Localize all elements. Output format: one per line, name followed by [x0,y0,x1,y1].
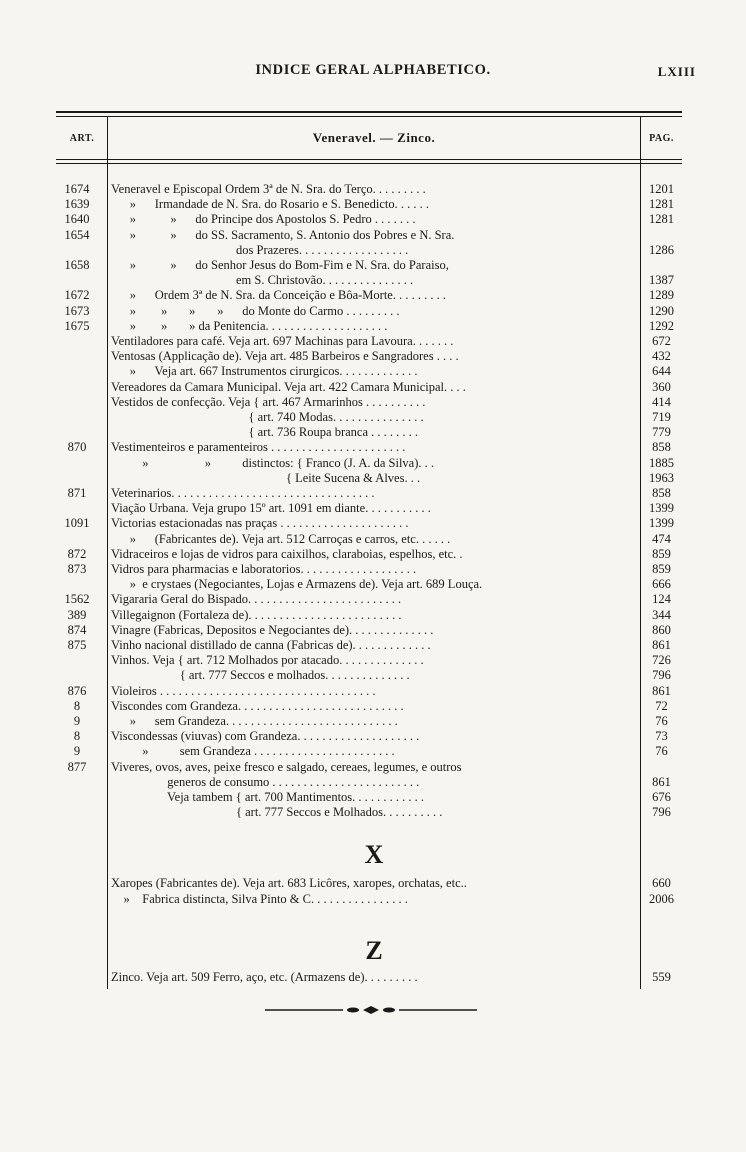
index-entry [0,729,746,743]
entry-text: » » distinctos: { Franco (J. A. da Silva). . . [111,456,434,470]
page-reference: 414 [652,395,671,409]
index-entry [0,304,746,318]
index-entry [0,790,746,804]
article-number: 9 [73,714,81,728]
index-entry [0,684,746,698]
page-reference: 474 [652,532,671,546]
entry-text: » » » da Penitencia. . . . . . . . . . . . . . . . . . . . [111,319,388,333]
entry-text: Victorias estacionadas nas praças . . . . . . . . . . . . . . . . . . . . . [111,516,409,530]
pag-column-header: PAG. [649,133,674,144]
index-entry [0,970,746,984]
page-reference: 796 [652,668,671,682]
index-entry [0,892,746,906]
page-reference: 1399 [649,516,674,530]
article-number: 877 [67,760,87,774]
page-reference: 666 [652,577,671,591]
entry-text: Vereadores da Camara Municipal. Veja art. 422 Camara Municipal. . . . [111,380,466,394]
page-reference: 432 [652,349,671,363]
page-reference: 76 [655,744,668,758]
index-entry [0,349,746,363]
entry-text: Viscondessas (viuvas) com Grandeza. . . . . . . . . . . . . . . . . . . . [111,729,420,743]
entry-text: Viveres, ovos, aves, peixe fresco e salgado, cereaes, legumes, e outros [111,760,462,774]
index-entry [0,395,746,409]
page-reference: 124 [652,592,671,606]
entry-text: { art. 777 Seccos e Molhados. . . . . . . . . . [111,805,443,819]
page-reference: 861 [652,775,671,789]
entry-text: { art. 777 Seccos e molhados. . . . . . . . . . . . . . [111,668,410,682]
page-reference: 719 [652,410,671,424]
entry-text: » Veja art. 667 Instrumentos cirurgicos. . . . . . . . . . . . . [111,364,418,378]
page-reference: 672 [652,334,671,348]
page-reference: 859 [652,562,671,576]
article-number: 1672 [64,288,90,302]
index-entry [0,668,746,682]
index-entry [0,334,746,348]
entry-text: » Irmandade de N. Sra. do Rosario e S. Benedicto. . . . . . [111,197,429,211]
page-reference: 859 [652,547,671,561]
article-number: 1639 [64,197,90,211]
index-entry [0,456,746,470]
article-number: 1675 [64,319,90,333]
page-reference: 1963 [649,471,674,485]
index-entry [0,471,746,485]
page-reference: 1281 [649,212,674,226]
article-number: 876 [67,684,87,698]
entry-text: dos Prazeres. . . . . . . . . . . . . . . . . . [111,243,409,257]
entry-text: Vestimenteiros e paramenteiros . . . . . . . . . . . . . . . . . . . . . . [111,440,406,454]
index-entry [0,760,746,774]
letter-heading-z: Z [365,936,383,965]
letter-heading-x: X [364,840,384,869]
index-entry [0,380,746,394]
index-entry [0,592,746,606]
page-reference: 861 [652,638,671,652]
entry-text: » e crystaes (Negociantes, Lojas e Armazens de). Veja art. 689 Louça. [111,577,483,591]
entry-text: Vidraceiros e lojas de vidros para caixilhos, claraboias, espelhos, etc. . [111,547,463,561]
entry-text: Veterinarios. . . . . . . . . . . . . . . . . . . . . . . . . . . . . . . . . [111,486,375,500]
article-number: 389 [67,608,87,622]
page-reference: 1292 [649,319,674,333]
index-entry [0,562,746,576]
entry-text: » sem Grandeza. . . . . . . . . . . . . . . . . . . . . . . . . . . . [111,714,398,728]
index-entry [0,197,746,211]
entry-text: » » do Senhor Jesus do Bom-Fim e N. Sra. do Paraiso, [111,258,449,272]
index-entry [0,288,746,302]
entry-text: » » » » do Monte do Carmo . . . . . . . . . [111,304,400,318]
entry-text: Vigararia Geral do Bispado. . . . . . . . . . . . . . . . . . . . . . . . . [111,592,402,606]
index-entry [0,440,746,454]
page-reference: 644 [652,364,671,378]
page-reference: 779 [652,425,671,439]
page-reference: 1885 [649,456,674,470]
index-entry [0,212,746,226]
page-reference: 676 [652,790,671,804]
page-reference: 1286 [649,243,674,257]
index-entry [0,876,746,890]
entry-text: em S. Christovão. . . . . . . . . . . . . . . [111,273,414,287]
article-number: 1674 [64,182,90,196]
article-number: 1654 [64,228,90,242]
index-entry [0,182,746,196]
entry-text: Violeiros . . . . . . . . . . . . . . . . . . . . . . . . . . . . . . . . . . . [111,684,376,698]
article-number: 9 [73,744,81,758]
ornament-rule [265,1006,477,1014]
page-reference: 660 [652,876,671,890]
header-rule [56,159,682,160]
page-reference: 344 [652,608,671,622]
index-entry [0,243,746,257]
index-entry [0,547,746,561]
index-entry [0,425,746,439]
entry-text: » Ordem 3ª de N. Sra. da Conceição e Bôa-Morte. . . . . . . . . [111,288,446,302]
entry-text: Vinagre (Fabricas, Depositos e Negociantes de). . . . . . . . . . . . . . [111,623,434,637]
page-reference: 1399 [649,501,674,515]
article-number: 1562 [64,592,90,606]
section-heading: Veneravel. — Zinco. [312,130,436,145]
article-number: 872 [67,547,87,561]
article-number: 870 [67,440,87,454]
entry-text: Vidros para pharmacias e laboratorios. . . . . . . . . . . . . . . . . . . [111,562,417,576]
page-reference: 1281 [649,197,674,211]
index-entry [0,532,746,546]
page-reference: 860 [652,623,671,637]
art-column-header: ART. [69,133,95,144]
page-reference: 559 [652,970,671,984]
page-reference: 858 [652,486,671,500]
entry-text: generos de consumo . . . . . . . . . . . . . . . . . . . . . . . . [111,775,420,789]
index-entry [0,273,746,287]
index-entry [0,410,746,424]
entry-text: Veja tambem { art. 700 Mantimentos. . . . . . . . . . . . [111,790,425,804]
page-reference: 76 [655,714,668,728]
running-title: INDICE GERAL ALPHABETICO. [255,62,491,78]
article-number: 871 [67,486,87,500]
article-number: 873 [67,562,87,576]
page-reference: 796 [652,805,671,819]
article-number: 1640 [64,212,90,226]
page-reference: 1387 [649,273,674,287]
index-entry [0,623,746,637]
article-number: 874 [67,623,87,637]
entry-text: Veneravel e Episcopal Ordem 3ª de N. Sra. do Terço. . . . . . . . . [111,182,426,196]
entry-text: Viação Urbana. Veja grupo 15º art. 1091 em diante. . . . . . . . . . . [111,501,431,515]
index-entry [0,775,746,789]
page-reference: 360 [652,380,671,394]
page-reference: 72 [655,699,668,713]
index-entry [0,608,746,622]
entry-text: Ventosas (Applicação de). Veja art. 485 Barbeiros e Sangradores . . . . [111,349,459,363]
article-number: 1091 [64,516,90,530]
entry-text: » sem Grandeza . . . . . . . . . . . . . . . . . . . . . . . [111,744,395,758]
entry-text: » » do SS. Sacramento, S. Antonio dos Pobres e N. Sra. [111,228,455,242]
page-reference: 1289 [649,288,674,302]
entry-text: Ventiladores para café. Veja art. 697 Machinas para Lavoura. . . . . . . [111,334,454,348]
page-number: LXIII [657,64,696,79]
index-entry [0,699,746,713]
index-entry [0,486,746,500]
article-number: 8 [73,729,81,743]
index-entry [0,319,746,333]
entry-text: » Fabrica distincta, Silva Pinto & C. . . . . . . . . . . . . . . . [111,892,408,906]
index-entry [0,228,746,242]
entry-text: Villegaignon (Fortaleza de). . . . . . . . . . . . . . . . . . . . . . . . . [111,608,402,622]
article-number: 1673 [64,304,90,318]
article-number: 8 [73,699,81,713]
header-rule-thin [56,163,682,164]
index-entry [0,638,746,652]
entry-text: Zinco. Veja art. 509 Ferro, aço, etc. (Armazens de). . . . . . . . . [111,970,418,984]
article-number: 1658 [64,258,90,272]
entry-text: { art. 736 Roupa branca . . . . . . . . [111,425,419,439]
top-rule [56,111,682,113]
index-entry [0,653,746,667]
page-reference: 726 [652,653,671,667]
page-reference: 858 [652,440,671,454]
index-entry [0,805,746,819]
index-entry [0,364,746,378]
index-entry [0,258,746,272]
entry-text: { art. 740 Modas. . . . . . . . . . . . . . . [111,410,424,424]
index-entry [0,714,746,728]
entry-text: Vinho nacional distillado de canna (Fabricas de). . . . . . . . . . . . . [111,638,431,652]
index-entry [0,577,746,591]
entry-text: » (Fabricantes de). Veja art. 512 Carroças e carros, etc. . . . . . [111,532,451,546]
index-entry [0,516,746,530]
index-entry [0,744,746,758]
page-reference: 1290 [649,304,674,318]
entry-text: Vinhos. Veja { art. 712 Molhados por atacado. . . . . . . . . . . . . . [111,653,424,667]
entry-text: Viscondes com Grandeza. . . . . . . . . . . . . . . . . . . . . . . . . . . [111,699,404,713]
entry-text: Vestidos de confecção. Veja { art. 467 Armarinhos . . . . . . . . . . [111,395,426,409]
top-rule-thin [56,116,682,117]
page-reference: 2006 [649,892,674,906]
entry-text: Xaropes (Fabricantes de). Veja art. 683 Licôres, xaropes, orchatas, etc.. [111,876,467,890]
page-reference: 1201 [649,182,674,196]
page-reference: 73 [655,729,668,743]
entry-text: » » do Principe dos Apostolos S. Pedro . . . . . . . [111,212,416,226]
article-number: 875 [67,638,87,652]
index-entry [0,501,746,515]
page-reference: 861 [652,684,671,698]
entry-text: { Leite Sucena & Alves. . . [111,471,421,485]
